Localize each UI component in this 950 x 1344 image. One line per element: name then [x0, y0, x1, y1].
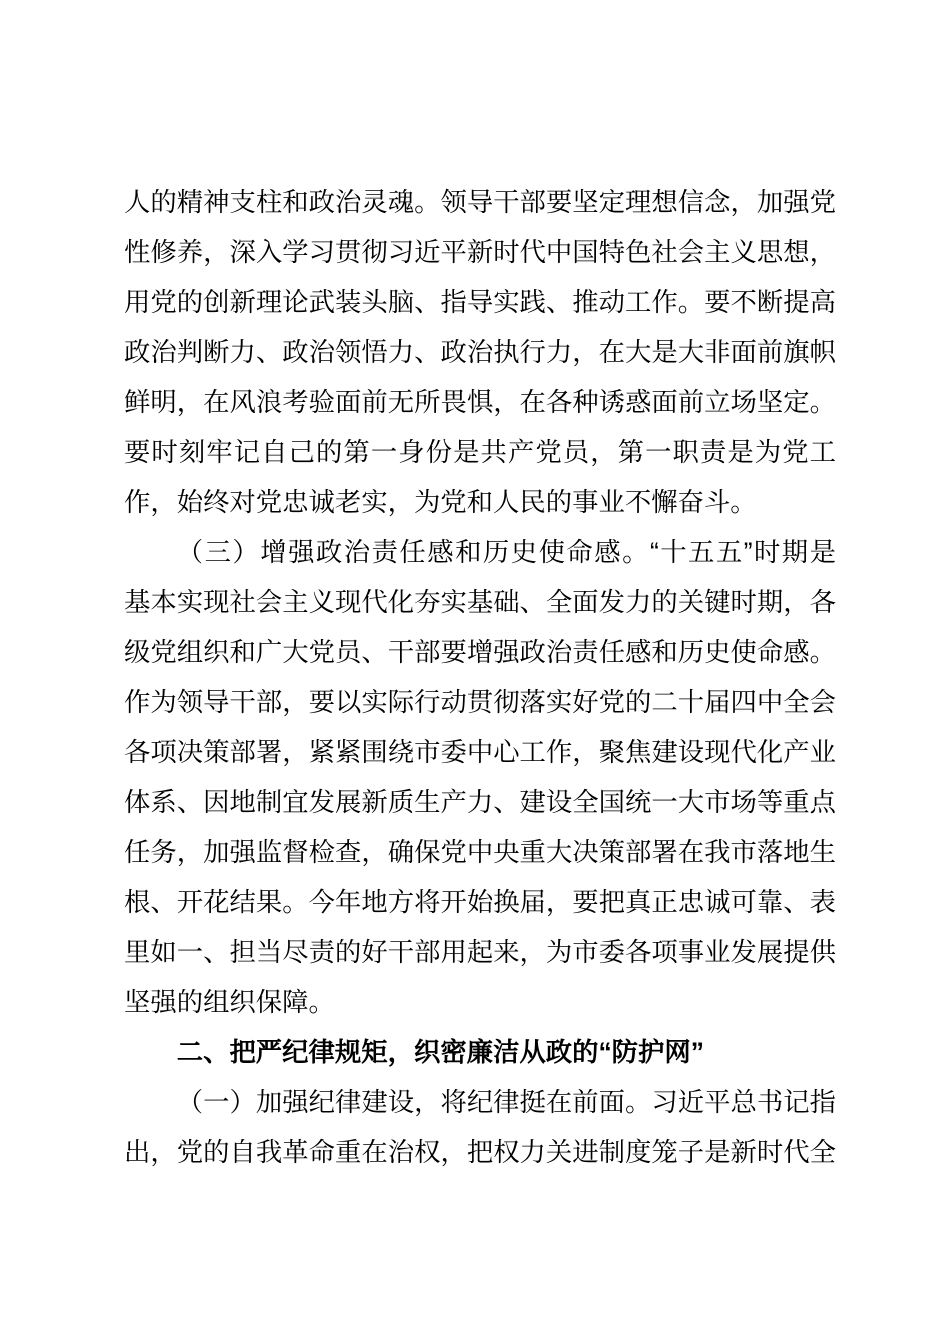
text-line: 鲜明，在风浪考验面前无所畏惧，在各种诱惑面前立场坚定。	[124, 387, 836, 417]
text-line: 出，党的自我革命重在治权，把权力关进制度笼子是新时代全	[124, 1137, 836, 1167]
text-line: 要时刻牢记自己的第一身份是共产党员，第一职责是为党工	[124, 437, 836, 467]
text-line: 用党的创新理论武装头脑、指导实践、推动工作。要不断提高	[124, 287, 836, 317]
para-section-one-discipline-building	[124, 1077, 836, 1177]
text-line: 人的精神支柱和政治灵魂。领导干部要坚定理想信念，加强党	[124, 187, 836, 217]
text-line: （三）增强政治责任感和历史使命感。“十五五”时期是	[176, 537, 836, 567]
text-line: 坚强的组织保障。	[124, 987, 335, 1017]
text-line: 政治判断力、政治领悟力、政治执行力，在大是大非面前旗帜	[124, 337, 836, 367]
document-text-block	[124, 177, 836, 1177]
text-line: 根、开花结果。今年地方将开始换届，要把真正忠诚可靠、表	[124, 887, 836, 917]
para-section-three-responsibility	[124, 527, 836, 1027]
text-line: 级党组织和广大党员、干部要增强政治责任感和历史使命感。	[124, 637, 836, 667]
text-line: 任务，加强监督检查，确保党中央重大决策部署在我市落地生	[124, 837, 836, 867]
text-line: 性修养，深入学习贯彻习近平新时代中国特色社会主义思想，	[124, 237, 836, 267]
text-line: 里如一、担当尽责的好干部用起来，为市委各项事业发展提供	[124, 937, 836, 967]
text-line: 体系、因地制宜发展新质生产力、建设全国统一大市场等重点	[124, 787, 836, 817]
text-line: 二、把严纪律规矩，织密廉洁从政的“防护网”	[176, 1037, 704, 1067]
text-line: 作，始终对党忠诚老实，为党和人民的事业不懈奋斗。	[124, 487, 757, 517]
para-ideals-and-convictions-continuation	[124, 177, 836, 527]
text-line: 基本实现社会主义现代化夯实基础、全面发力的关键时期，各	[124, 587, 836, 617]
text-line: （一）加强纪律建设，将纪律挺在前面。习近平总书记指	[176, 1087, 836, 1117]
heading-part-two-discipline	[124, 1027, 836, 1077]
text-line: 作为领导干部，要以实际行动贯彻落实好党的二十届四中全会	[124, 687, 836, 717]
text-line: 各项决策部署，紧紧围绕市委中心工作，聚焦建设现代化产业	[124, 737, 836, 767]
